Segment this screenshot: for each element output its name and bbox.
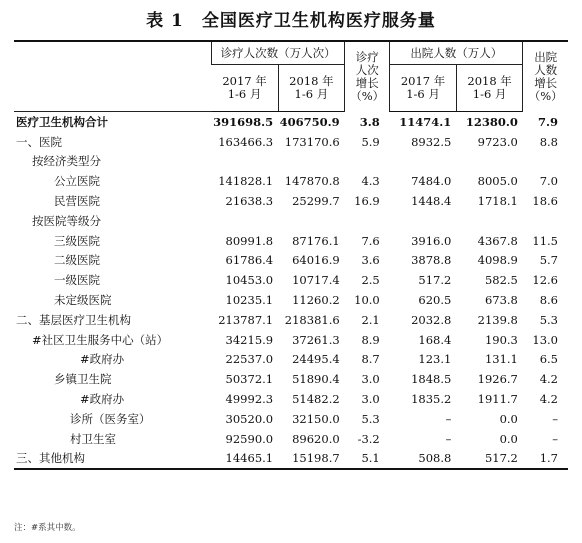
visits-growth-cell: 3.0: [361, 372, 380, 387]
row-label: 公立医院: [54, 174, 100, 189]
discharge-growth-cell: 11.5: [532, 233, 558, 248]
discharge-growth-cell: 5.3: [539, 312, 558, 327]
table-row: [14, 409, 568, 429]
visits-2017-cell: [212, 211, 279, 231]
table-row: [14, 330, 568, 350]
discharge-2018-cell: 582.5: [484, 273, 518, 288]
discharge-growth-line-4: （%）: [528, 88, 563, 103]
discharge-growth-cell: [523, 152, 568, 172]
visits-growth-cell: 5.3: [361, 411, 380, 426]
discharge-2017-cell: 123.1: [418, 352, 452, 367]
discharge-growth-line-1: 出院: [534, 49, 558, 64]
table-row: [14, 171, 568, 191]
period-months: 1-6 月: [406, 87, 440, 101]
visits-growth-cell: -3.2: [357, 431, 380, 446]
discharge-2018-cell: 190.3: [484, 332, 518, 347]
visits-growth-line-3: 增长: [355, 75, 379, 90]
visits-2017-cell: [212, 152, 279, 172]
discharge-2018-cell: 8005.0: [477, 174, 518, 189]
discharge-2018-cell: [456, 211, 523, 231]
row-label: 按经济类型分: [32, 154, 101, 169]
visits-2017-cell: 49992.3: [225, 392, 274, 407]
visits-growth-cell: 2.1: [361, 312, 380, 327]
discharge-growth-cell: 4.2: [539, 372, 558, 387]
row-label: #社区卫生服务中心（站）: [32, 332, 169, 347]
discharge-2018-cell: 131.1: [484, 352, 518, 367]
visits-2017-cell: 22537.0: [225, 352, 274, 367]
row-label: 一、医院: [16, 134, 62, 149]
table-footnote: 注：#系其中数。: [14, 523, 81, 533]
visits-2017-cell: 92590.0: [225, 431, 274, 446]
row-label: 未定级医院: [54, 293, 112, 308]
visits-growth-cell: 5.1: [345, 449, 390, 470]
visits-growth-cell: 5.9: [361, 134, 380, 149]
discharge-2017-cell: –: [445, 411, 452, 426]
row-label: #政府办: [80, 392, 125, 407]
table-row: [14, 231, 568, 251]
discharge-2017-cell: [390, 152, 457, 172]
discharge-growth-cell: 6.5: [539, 352, 558, 367]
period-year: 2017 年: [222, 74, 267, 88]
visits-growth-line-4: （%）: [350, 88, 385, 103]
visits-growth-line-1: 诊疗: [355, 49, 379, 64]
discharge-2017-header: [390, 65, 457, 112]
table-row: [14, 270, 568, 290]
visits-2018-cell: 406750.9: [279, 114, 340, 129]
discharge-growth-cell: 8.6: [539, 293, 558, 308]
visits-2018-cell: 64016.9: [292, 253, 340, 268]
visits-growth-cell: 8.7: [361, 352, 380, 367]
row-label: 二级医院: [54, 253, 100, 268]
visits-2017-cell: 61786.4: [225, 253, 274, 268]
visits-growth-header: [345, 41, 390, 112]
table-row: [14, 290, 568, 310]
table-row: [14, 310, 568, 330]
row-label: #政府办: [80, 352, 125, 367]
row-label: 按医院等级分: [32, 213, 101, 228]
discharge-2017-cell: 1835.2: [411, 392, 452, 407]
table-row: [14, 251, 568, 271]
table-row: [14, 152, 568, 172]
row-label: 医疗卫生机构合计: [16, 114, 108, 129]
visits-growth-cell: 3.0: [361, 392, 380, 407]
discharge-2017-cell: 508.8: [390, 449, 457, 470]
row-label: 村卫生室: [70, 431, 116, 446]
discharge-growth-line-3: 增长: [534, 75, 558, 90]
row-label: 三、其他机构: [14, 449, 212, 470]
visits-growth-cell: 8.9: [361, 332, 380, 347]
discharge-group-header: 出院人数（万人）: [390, 41, 523, 65]
visits-group-header: 诊疗人次数（万人次）: [212, 41, 345, 65]
table-title-text: 全国医疗卫生机构医疗服务量: [201, 11, 436, 31]
discharge-2018-cell: 673.8: [484, 293, 518, 308]
visits-growth-cell: 10.0: [354, 293, 380, 308]
discharge-2017-cell: 168.4: [418, 332, 452, 347]
discharge-2018-cell: [456, 152, 523, 172]
discharge-growth-cell: –: [552, 411, 558, 426]
visits-2018-cell: 25299.7: [292, 194, 340, 209]
period-year: 2017 年: [400, 74, 446, 88]
discharge-2017-cell: 1448.4: [411, 194, 452, 209]
row-label: 二、基层医疗卫生机构: [16, 312, 131, 327]
discharge-2018-cell: 4367.8: [477, 233, 518, 248]
row-label: 乡镇卫生院: [54, 372, 112, 387]
visits-2018-cell: 218381.6: [284, 312, 340, 327]
visits-2017-cell: 14465.1: [212, 449, 279, 470]
discharge-growth-cell: 8.8: [539, 134, 558, 149]
table-row: [14, 211, 568, 231]
table-row: [14, 191, 568, 211]
discharge-2018-cell: 4098.9: [477, 253, 518, 268]
visits-growth-cell: [345, 152, 390, 172]
visits-2017-header: [212, 65, 279, 112]
discharge-2018-cell: 12380.0: [465, 114, 518, 129]
visits-2017-cell: 163466.3: [218, 134, 274, 149]
visits-2017-cell: 10453.0: [225, 273, 274, 288]
discharge-2018-cell: 1718.1: [477, 194, 518, 209]
discharge-2018-cell: 0.0: [499, 431, 518, 446]
visits-2018-cell: 173170.6: [284, 134, 340, 149]
discharge-2018-cell: 2139.8: [477, 312, 518, 327]
discharge-2017-cell: 2032.8: [411, 312, 452, 327]
medical-service-table: [14, 40, 568, 470]
discharge-growth-cell: 12.6: [532, 273, 558, 288]
discharge-growth-line-2: 人数: [534, 62, 558, 77]
discharge-2017-cell: 7484.0: [411, 174, 452, 189]
table-row: [14, 429, 568, 449]
visits-2018-cell: 51482.2: [292, 392, 340, 407]
period-months: 1-6 月: [294, 87, 329, 101]
discharge-growth-cell: –: [552, 431, 558, 446]
table-row: [14, 389, 568, 409]
visits-2018-cell: 11260.2: [292, 293, 340, 308]
discharge-growth-header: [523, 41, 568, 112]
period-months: 1-6 月: [472, 87, 507, 101]
discharge-2018-cell: 517.2: [456, 449, 523, 470]
discharge-growth-cell: [523, 211, 568, 231]
period-months: 1-6 月: [227, 87, 262, 101]
discharge-2018-header: [456, 65, 523, 112]
visits-growth-cell: 3.8: [359, 114, 380, 129]
visits-growth-cell: 16.9: [354, 194, 380, 209]
visits-2018-cell: 32150.0: [292, 411, 340, 426]
visits-2018-header: [278, 65, 345, 112]
visits-2017-cell: 213787.1: [218, 312, 274, 327]
discharge-2017-cell: 11474.1: [399, 114, 452, 129]
discharge-growth-cell: 7.9: [537, 114, 558, 129]
row-label: 诊所（医务室）: [70, 411, 151, 426]
visits-2017-cell: 141828.1: [218, 174, 274, 189]
discharge-growth-cell: 4.2: [539, 392, 558, 407]
discharge-growth-cell: 5.7: [539, 253, 558, 268]
discharge-2017-cell: –: [445, 431, 452, 446]
visits-2018-cell: 89620.0: [292, 431, 340, 446]
discharge-2017-cell: 3916.0: [411, 233, 452, 248]
row-label: 民营医院: [54, 194, 100, 209]
visits-2017-cell: 391698.5: [213, 114, 274, 129]
visits-growth-cell: 7.6: [361, 233, 380, 248]
table-row: [14, 350, 568, 370]
item-column-header: [14, 41, 212, 112]
visits-2018-cell: 87176.1: [292, 233, 340, 248]
visits-2017-cell: 10235.1: [225, 293, 274, 308]
visits-2018-cell: 37261.3: [292, 332, 340, 347]
discharge-2018-cell: 9723.0: [477, 134, 518, 149]
visits-2018-cell: 147870.8: [284, 174, 340, 189]
visits-2018-cell: 15198.7: [278, 449, 345, 470]
discharge-growth-cell: 13.0: [532, 332, 558, 347]
period-year: 2018 年: [289, 74, 334, 88]
visits-2018-cell: 24495.4: [292, 352, 340, 367]
visits-2018-cell: 10717.4: [292, 273, 340, 288]
visits-growth-cell: [345, 211, 390, 231]
visits-2017-cell: 34215.9: [225, 332, 274, 347]
visits-2017-cell: 30520.0: [225, 411, 274, 426]
table-row: [14, 369, 568, 389]
period-year: 2018 年: [467, 74, 512, 88]
discharge-2017-cell: 3878.8: [411, 253, 452, 268]
visits-2018-cell: [278, 211, 345, 231]
table-number: 表 1: [146, 11, 184, 31]
table-row: [14, 112, 568, 132]
row-label: 一级医院: [54, 273, 100, 288]
discharge-2017-cell: 620.5: [418, 293, 452, 308]
discharge-2018-cell: 0.0: [499, 411, 518, 426]
row-label: 三级医院: [54, 233, 100, 248]
discharge-2017-cell: [390, 211, 457, 231]
visits-growth-cell: 3.6: [361, 253, 380, 268]
visits-2017-cell: 50372.1: [225, 372, 274, 387]
visits-growth-cell: 4.3: [361, 174, 380, 189]
visits-2018-cell: 51890.4: [292, 372, 340, 387]
visits-2017-cell: 21638.3: [225, 194, 274, 209]
table-title: [0, 6, 582, 31]
discharge-growth-cell: 18.6: [532, 194, 558, 209]
visits-growth-cell: 2.5: [361, 273, 380, 288]
table-row: [14, 449, 568, 470]
visits-2017-cell: 80991.8: [225, 233, 274, 248]
discharge-2018-cell: 1911.7: [477, 392, 518, 407]
discharge-growth-cell: 7.0: [539, 174, 558, 189]
discharge-2018-cell: 1926.7: [477, 372, 518, 387]
discharge-2017-cell: 517.2: [418, 273, 452, 288]
discharge-growth-cell: 1.7: [523, 449, 568, 470]
visits-growth-line-2: 人次: [355, 62, 379, 77]
visits-2018-cell: [278, 152, 345, 172]
table-row: [14, 132, 568, 152]
discharge-2017-cell: 8932.5: [411, 134, 452, 149]
discharge-2017-cell: 1848.5: [411, 372, 452, 387]
